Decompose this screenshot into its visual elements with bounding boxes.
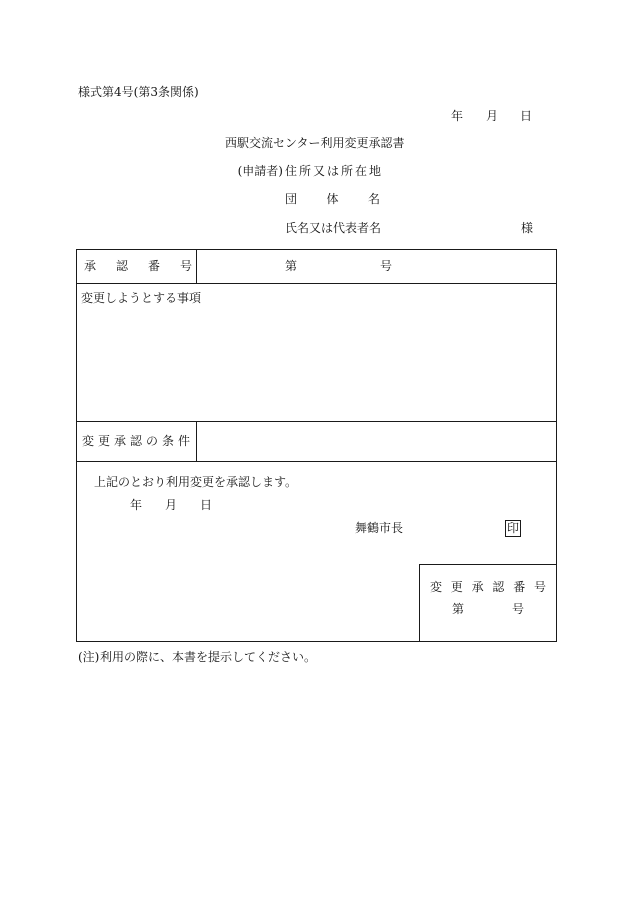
approval-date-day-label: 日 [200, 498, 213, 512]
approval-date-year-label: 年 [130, 498, 143, 512]
approval-number-prefix: 第 [285, 259, 298, 273]
applicant-block [220, 164, 535, 236]
approval-number-row [77, 250, 556, 284]
change-number-label: 変更承認番号 [430, 580, 555, 594]
issue-date-year-label: 年 [451, 109, 464, 123]
approval-number-label-cell [77, 250, 213, 283]
change-details-row [77, 284, 556, 422]
conditions-value-cell [197, 422, 556, 461]
group-name-label: 団体名 [285, 192, 410, 206]
representative-name-label: 氏名又は代表者名 [285, 221, 382, 235]
seal-mark: 印 [506, 521, 519, 535]
approval-date [130, 498, 214, 512]
conditions-row [77, 422, 556, 462]
approval-date-month-label: 月 [165, 498, 178, 512]
note-text: 利用の際に、本書を提示してください。 [100, 650, 317, 664]
conditions-label-cell [77, 422, 197, 461]
issue-date-day-label: 日 [520, 109, 533, 123]
footer-note [78, 650, 338, 664]
form-number: 様式第4号(第3条関係) [78, 85, 199, 99]
address-label: 住所又は所在地 [285, 164, 384, 178]
issue-date [451, 109, 533, 123]
approval-number-label: 承認番号 [84, 259, 213, 273]
change-number-prefix: 第 [452, 602, 465, 616]
approval-form-table [76, 249, 557, 642]
conditions-label: 変更承認の条件 [82, 434, 195, 448]
honorific-label: 様 [521, 221, 534, 235]
approval-row [77, 462, 556, 641]
note-label: (注) [78, 650, 100, 664]
approval-number-suffix: 号 [380, 259, 393, 273]
approval-statement: 上記のとおり利用変更を承認します。 [94, 475, 298, 489]
change-number-box [419, 564, 556, 641]
issuer-name: 舞鶴市長 [355, 521, 404, 535]
issue-date-month-label: 月 [486, 109, 499, 123]
change-details-label: 変更しようとする事項 [81, 291, 202, 305]
change-number-suffix: 号 [512, 602, 525, 616]
approval-number-value-cell [197, 250, 556, 283]
applicant-prefix: (申請者) [237, 164, 283, 178]
document-title: 西駅交流センター利用変更承認書 [225, 136, 405, 150]
